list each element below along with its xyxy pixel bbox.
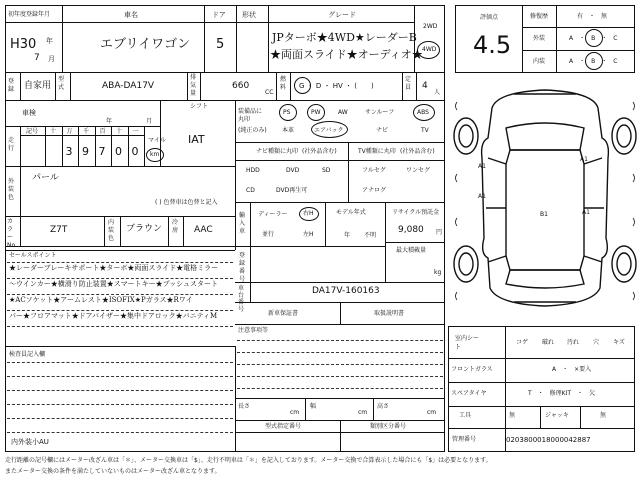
sales-point-line-2: ★ACソケット★アームレスト★ISOFIX★Pガラス★Rワイ (9, 296, 193, 304)
type-number-label: 型式指定番号 (265, 423, 302, 430)
front-glass-options: A ・ ×要入 (552, 366, 592, 373)
tv-opt-1: ワンセグ (406, 167, 431, 174)
management-label: 管理番号 (452, 436, 477, 443)
first-reg-month: 7 (34, 53, 40, 63)
repair-options: 有 ・ 無 (577, 13, 608, 20)
diagram-mark-4: B1 (540, 211, 548, 218)
inspection-month-unit: 月 (146, 118, 153, 125)
diagram-mark-2: A1 (478, 163, 486, 170)
tools-label: 工具 (459, 412, 472, 419)
ac-label: 冷房 (172, 219, 179, 234)
navi-label: ナビ種類に丸印 (256, 148, 299, 155)
footer-line1: 走行距離の記号欄にはメーター改ざん車は「＊」、メーター交換車は「$」、走行不明車は「＊」を記入しております。メーター交換で合算表示した場合にも「$」は必要となります。 (5, 457, 492, 464)
jack-label: ジャッキ (545, 412, 569, 419)
equipment-label: 装備品に丸印 (238, 108, 263, 123)
mileage-digit-3: 7 (98, 145, 106, 158)
mileage-digit-2: 9 (82, 145, 89, 158)
mileage-digit-1: 3 (65, 145, 73, 158)
fourwd-label: 4WD (422, 46, 437, 53)
manual-label: 取扱説明書 (374, 310, 405, 317)
management-number: 0203800018000042887 (506, 436, 591, 444)
inspection-label: 車検 (22, 109, 36, 117)
interior-grades: A ・ B ・ C (569, 58, 618, 65)
inspector-note: 内外装小AU (11, 438, 49, 446)
tv-opt2-0: アナログ (362, 187, 387, 194)
diagram-mark-5: A1 (582, 209, 590, 216)
equip-item2-3: TV (421, 127, 429, 134)
car-name: エブリイワゴン (100, 37, 191, 52)
front-glass-label: フロントガラス (451, 366, 493, 373)
seat-opt-4: キズ (613, 339, 625, 346)
score-label: 評価点 (480, 14, 499, 21)
doors-value: 5 (216, 37, 225, 52)
seat-opt-2: 汚れ (567, 339, 580, 346)
capacity-label: 定員 (405, 76, 412, 91)
length-label: 長さ (238, 403, 251, 410)
color-code-label: カラーNo. (7, 218, 17, 249)
capacity-value: 4 (422, 81, 428, 91)
sales-point-line-3: パー★フロアマット★ドアバイザー★集中ドアロック★バニティM (9, 312, 218, 320)
spare-tire-options: T ・ 修理KIT ・ 欠 (528, 390, 596, 397)
exterior-label: 外装 (533, 35, 546, 42)
displacement-unit: CC (265, 89, 274, 96)
diagram-mark-1: A1 (580, 156, 588, 163)
grade-line2: ★両面スライド★オーディオ★ (270, 48, 423, 61)
first-reg-year-unit: 年 (46, 37, 53, 45)
footer-line2: またメーター交換の条件を満たしていないものはメーター改ざん車となります。 (5, 468, 221, 475)
first-reg-year: H30 (10, 37, 37, 52)
chassis-number: DA17V-160163 (312, 286, 380, 296)
equip-ps-circle (279, 104, 297, 121)
chassis-label: 車台番号 (238, 285, 245, 313)
model-value: ABA-DA17V (102, 81, 155, 91)
navi-opt2-1: DVD再生可 (276, 187, 308, 194)
mileage-unit-0: 十 (50, 128, 57, 135)
import-label: 輸入車 (239, 212, 246, 235)
displacement-label: 排気量 (190, 74, 197, 97)
max-load-label: 最大積載量 (396, 247, 427, 254)
shape-label: 形状 (242, 11, 256, 19)
tools-value: 無 (509, 412, 516, 419)
reg-label: 登録 (8, 78, 15, 93)
navi-opt-2: SD (322, 167, 331, 174)
fuel-label: 燃料 (280, 76, 287, 91)
capacity-unit: 人 (434, 89, 441, 96)
model-year-unit: 年 (344, 232, 351, 239)
import-dealer: ディーラー (258, 211, 288, 218)
seat-opt-0: コゲ (516, 339, 529, 346)
mileage-unit-5: 一 (132, 128, 139, 135)
car-name-label: 車名 (124, 11, 138, 19)
first-reg-label: 初年度登録年月 (8, 11, 51, 18)
notes-label: 注意事項等 (238, 327, 269, 334)
color-value: パール (32, 173, 59, 183)
height-unit: cm (427, 409, 437, 416)
mileage-record-label: 記号 (26, 128, 39, 135)
equip-airbag-circle (311, 121, 348, 138)
equip-item2-2: ナビ (376, 127, 389, 134)
width-unit: cm (358, 409, 368, 416)
equip-item-4: ABS (417, 109, 429, 116)
mileage-unit-1: 万 (66, 128, 73, 135)
shift-value: IAT (188, 133, 205, 146)
navi-opt-1: DVD (286, 167, 300, 174)
mileage-unit-label: マイル (148, 137, 166, 144)
inspector-label: 検査員記入欄 (9, 351, 46, 358)
grade-label: グレード (328, 11, 356, 19)
color-note: ( ) 色替車は色替と記入 (155, 199, 218, 206)
exterior-grades: A ・ B ・ C (569, 35, 618, 42)
equip-abs-circle (413, 104, 435, 121)
import-right-h: 右H (303, 210, 314, 217)
interior-color-value: ブラウン (126, 224, 163, 234)
repair-label: 修復歴 (530, 13, 549, 20)
tv-label: TV種類に丸印 (358, 148, 396, 155)
model-label: 型式 (58, 76, 65, 91)
ac-value: AAC (194, 225, 213, 235)
navi-opt-0: HDD (246, 167, 260, 174)
sales-point-line-0: ★レーダーブレーキサポート★ターボ★両面スライド★電格ミラー (9, 264, 219, 272)
exterior-b-circle (585, 29, 603, 47)
tv-sublabel: (社外品含む) (400, 148, 435, 155)
category-number-label: 類別区分番号 (370, 423, 407, 430)
recycle-unit: 円 (436, 229, 443, 236)
mileage-digit-4: 0 (115, 145, 122, 158)
equip-item-0: PS (283, 109, 291, 116)
new-warranty-label: 新車保証書 (268, 310, 299, 317)
equip-item2-0: 本革 (282, 127, 295, 134)
color-code-value: Z7T (50, 225, 68, 235)
score-value: 4.5 (473, 31, 512, 59)
seats-label: 室内シート (455, 335, 480, 351)
equip-item-1: PW (311, 109, 321, 116)
equip-item-2: AW (338, 109, 348, 116)
navi-sublabel: (社外品含む) (302, 148, 337, 155)
recycle-amount: 9,080 (398, 225, 424, 235)
diagram-mark-3: A1 (478, 193, 486, 200)
reg-no-label: 登録番号 (239, 252, 246, 283)
sales-point-line-1: ～ウインカー★横滑り防止装置★スマートキー★プッシュスタート (9, 280, 219, 288)
interior-color-label: 内装色 (108, 219, 115, 242)
model-year-unknown: 不明 (364, 232, 377, 239)
equip-pw-circle (307, 104, 325, 121)
mileage-unit-4: 十 (116, 128, 123, 135)
mileage-unit-2: 千 (83, 128, 90, 135)
color-label: 外装色 (8, 178, 15, 201)
model-year-label: モデル年式 (336, 209, 366, 216)
equip-item2-1: エアバック (314, 127, 344, 134)
width-label: 幅 (310, 403, 317, 410)
navi-opt2-0: CD (246, 187, 255, 194)
first-reg-month-suffix: 月 (48, 55, 55, 63)
grade-line1: JPターボ★4WD★レーダーB (272, 31, 417, 44)
interior-label: 内装 (533, 58, 546, 65)
length-unit: cm (290, 409, 300, 416)
mileage-unit-3: 百 (99, 128, 106, 135)
mileage-unit-selected: km (150, 151, 160, 158)
tv-opt-0: フルセグ (362, 167, 386, 174)
spare-tire-label: スペアタイヤ (451, 390, 487, 397)
seat-opt-1: 破れ (542, 339, 555, 346)
equipment-sublabel: (純正のみ) (238, 127, 267, 134)
mileage-digit-5: 0 (131, 145, 139, 158)
interior-b-circle (585, 52, 603, 70)
inspection-year-unit: 年 (106, 118, 113, 125)
equip-item-3: サンルーフ (365, 109, 395, 116)
recycle-label: リサイクル預託金 (392, 209, 440, 216)
seat-opt-3: 穴 (593, 339, 600, 346)
jack-value: 無 (600, 412, 607, 419)
import-parallel: 並行 (262, 231, 275, 238)
mileage-label: 走行 (8, 137, 15, 152)
doors-label: ドア (212, 11, 226, 19)
sales-points-label: セールスポイント (9, 252, 57, 259)
import-left-h: 左H (303, 231, 314, 238)
displacement-value: 660 (232, 81, 250, 91)
height-label: 高さ (377, 403, 390, 410)
usage-value: 自家用 (24, 81, 52, 91)
max-load-unit: kg (434, 269, 442, 276)
twowd-label: 2WD (423, 23, 438, 30)
shift-label: シフト (190, 103, 209, 110)
fuel-options: G ・ D ・ HV ・ ( ) (299, 82, 374, 90)
